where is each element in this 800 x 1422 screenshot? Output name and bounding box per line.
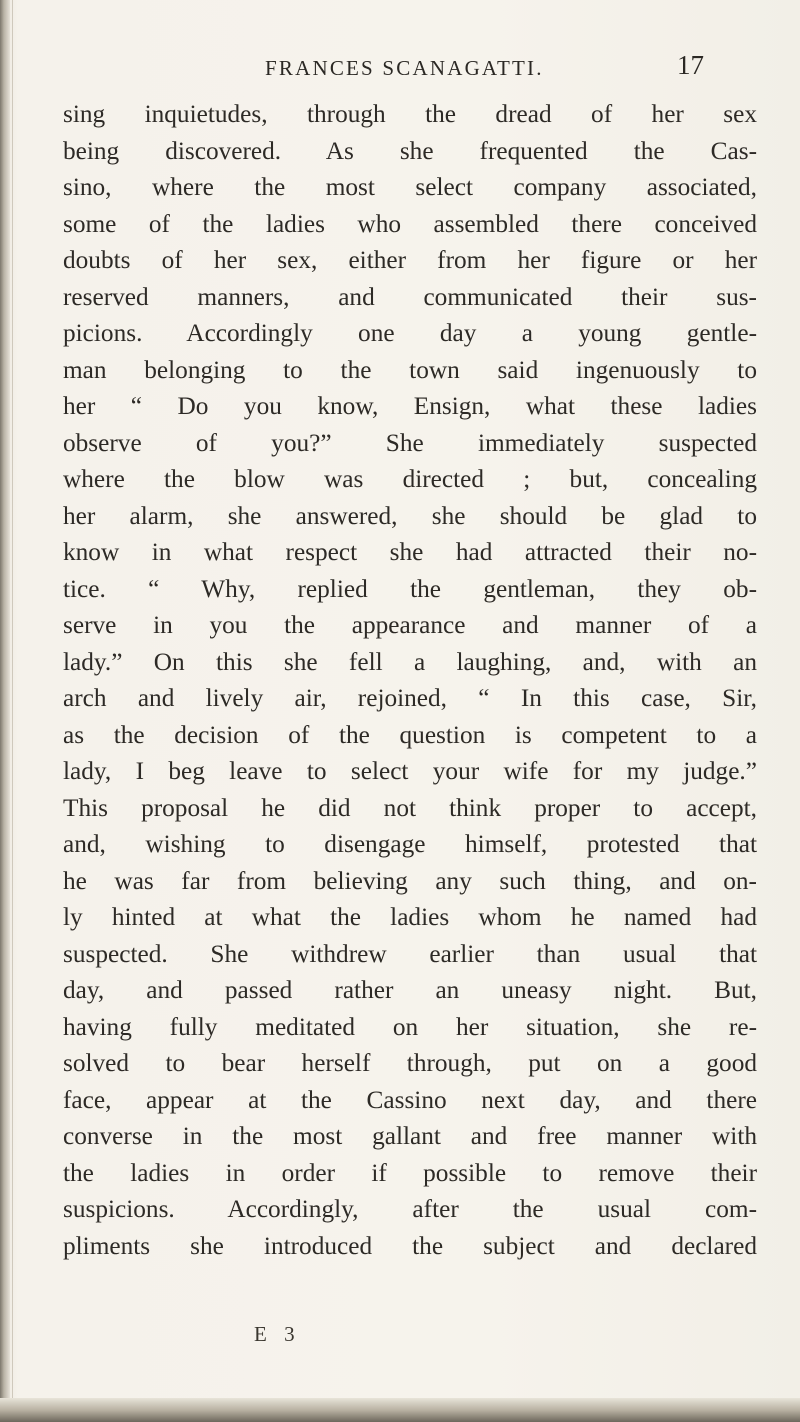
text-line: having fully meditated on her situation, she re- [63, 1012, 757, 1041]
page-number: 17 [677, 50, 704, 80]
text-line: he was far from believing any such thing, and on- [63, 866, 757, 895]
text-line: pliments she introduced the subject and declared [63, 1231, 757, 1260]
text-line: arch and lively air, rejoined, “ In this case, Sir, [63, 684, 757, 712]
text-line: day, and passed rather an uneasy night. But, [63, 976, 757, 1004]
text-line: doubts of her sex, either from her figure or her [63, 246, 757, 274]
page-bottom-edge [0, 1398, 800, 1422]
text-line: her “ Do you know, Ensign, what these ladies [63, 392, 757, 420]
text-line: serve in you the appearance and manner of a [63, 611, 757, 639]
text-line: reserved manners, and communicated their sus- [63, 282, 757, 311]
page-gutter-shadow [0, 0, 10, 1422]
text-line: as the decision of the question is competent to a [63, 720, 757, 749]
text-line: know in what respect she had attracted their no- [63, 538, 757, 566]
gutter-line [12, 0, 13, 1422]
text-line: sing inquietudes, through the dread of her sex [63, 100, 757, 128]
text-line: face, appear at the Cassino next day, and there [63, 1085, 757, 1114]
text-line: solved to bear herself through, put on a good [63, 1049, 757, 1077]
text-line: and, wishing to disengage himself, protested that [63, 830, 757, 858]
text-line: observe of you?” She immediately suspected [63, 428, 757, 457]
running-head [60, 50, 760, 84]
text-line: This proposal he did not think proper to accept, [63, 793, 757, 822]
text-line: sino, where the most select company associated, [63, 173, 757, 201]
text-line: some of the ladies who assembled there conceived [63, 209, 757, 238]
running-title: FRANCES SCANAGATTI. [265, 56, 544, 80]
text-line: the ladies in order if possible to remove their [63, 1158, 757, 1187]
text-line: ly hinted at what the ladies whom he named had [63, 903, 757, 931]
text-line: her alarm, she answered, she should be glad to [63, 501, 757, 530]
text-line: lady, I beg leave to select your wife for my judge.” [63, 757, 757, 785]
text-line: man belonging to the town said ingenuously to [63, 355, 757, 384]
text-line: suspected. She withdrew earlier than usual that [63, 939, 757, 968]
signature-mark: E 3 [254, 1322, 301, 1346]
text-line: lady.” On this she fell a laughing, and, with an [63, 647, 757, 676]
text-line: being discovered. As she frequented the Cas- [63, 136, 757, 165]
text-line: tice. “ Why, replied the gentleman, they ob- [63, 574, 757, 603]
text-line: picions. Accordingly one day a young gentle- [63, 319, 757, 347]
text-line: converse in the most gallant and free manner with [63, 1122, 757, 1150]
body-text [63, 96, 757, 1264]
text-line: suspicions. Accordingly, after the usual com- [63, 1195, 757, 1223]
text-line: where the blow was directed ; but, concealing [63, 465, 757, 493]
